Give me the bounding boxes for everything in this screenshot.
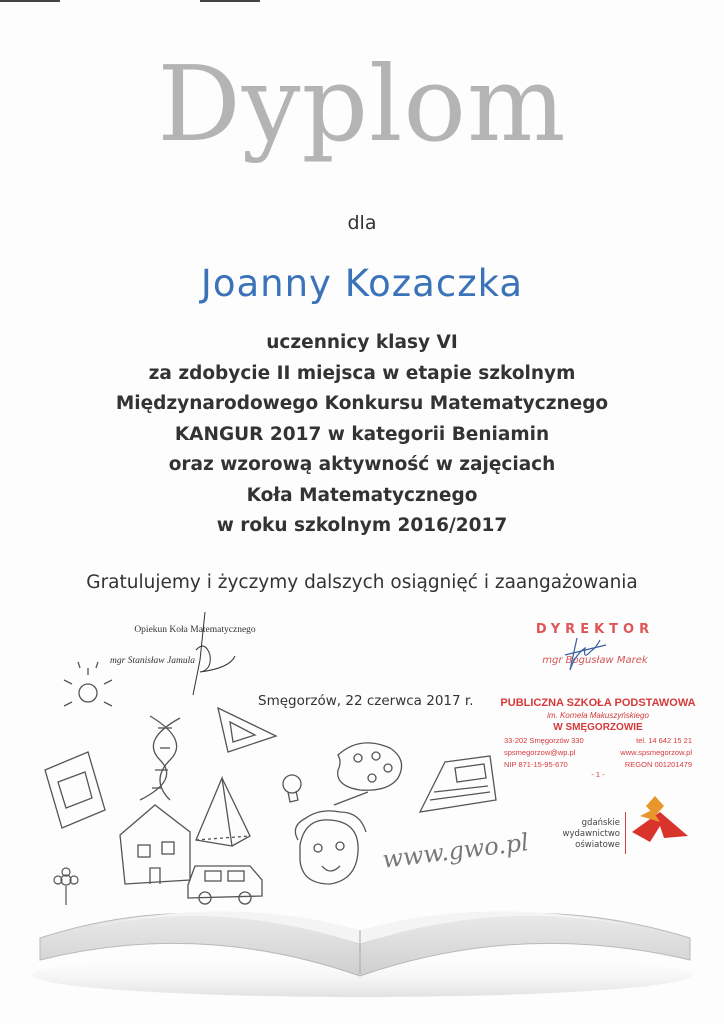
- house-doodle: [120, 805, 190, 884]
- flower-doodle: [54, 868, 78, 905]
- stamp-nip: NIP 871-15-95-670: [504, 760, 568, 769]
- doodle-url-text: www.gwo.pl: [380, 828, 531, 874]
- award-line: Międzynarodowego Konkursu Matematycznego: [115, 393, 609, 414]
- teacher-name: mgr Stanisław Jamula: [110, 656, 195, 666]
- ruler-triangle-doodle: [218, 708, 276, 752]
- for-label: dla: [347, 212, 377, 234]
- calculator-doodle: [420, 756, 496, 812]
- award-line: za zdobycie II miejsca w etapie szkolnym: [148, 362, 576, 384]
- lightbulb-icon: [283, 775, 301, 802]
- award-line: w roku szkolnym 2016/2017: [216, 515, 508, 536]
- stamp-number: - 1 -: [591, 770, 605, 779]
- open-book: [32, 911, 692, 997]
- stamp-regon: REGON 001201479: [624, 760, 692, 769]
- diploma-title: Dyplom: [157, 43, 567, 165]
- stamp-town: W SMĘGORZOWIE: [553, 722, 643, 733]
- stamp-school-name: PUBLICZNA SZKOŁA PODSTAWOWA: [500, 697, 696, 709]
- notebook-doodle: [45, 752, 105, 828]
- stamp-email: spsmegorzow@wp.pl: [504, 748, 576, 757]
- sun-doodle: [64, 662, 112, 706]
- car-doodle: [188, 866, 262, 904]
- congratulations-text: Gratulujemy i życzymy dalszych osiągnięć i zaangażowania: [86, 572, 638, 593]
- teacher-signature-scribble: [193, 612, 235, 695]
- recipient-name: Joanny Kozaczka: [200, 262, 524, 305]
- award-line: uczennicy klasy VI: [266, 332, 458, 353]
- gwo-logo-icon: [632, 796, 688, 842]
- award-line: KANGUR 2017 w kategorii Beniamin: [174, 423, 550, 445]
- stamp-address: 33-202 Smęgorzów 330: [504, 736, 584, 745]
- place-date: Smęgorzów, 22 czerwca 2017 r.: [258, 693, 474, 709]
- director-signature-scribble: [565, 638, 606, 670]
- publisher-name: gdańskie wydawnictwo oświatowe: [562, 818, 620, 850]
- pyramid-doodle: [196, 778, 250, 846]
- palette-doodle: [334, 743, 402, 805]
- award-line: Koła Matematycznego: [246, 484, 478, 506]
- stamp-patron: im. Kornela Makuszyńskiego: [547, 711, 649, 720]
- dna-doodle: [140, 716, 180, 800]
- stamp-website: www.spsmegorzow.pl: [620, 748, 692, 757]
- teacher-role: Opiekun Koła Matematycznego: [134, 625, 256, 635]
- director-name: mgr Bogusław Marek: [542, 655, 648, 666]
- director-role: DYREKTOR: [535, 622, 655, 637]
- award-line: oraz wzorową aktywność w zajęciach: [168, 454, 556, 475]
- face-doodle: [295, 811, 366, 884]
- stamp-phone: tel. 14 642 15 21: [636, 736, 692, 745]
